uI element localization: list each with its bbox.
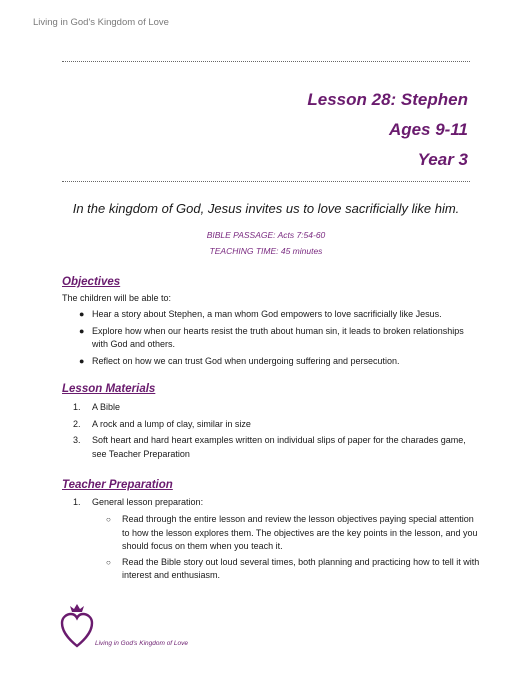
list-item: ● Explore how when our hearts resist the truth about human sin, it leads to broken relationships with God and others. (79, 325, 464, 349)
materials-list (62, 401, 482, 464)
lesson-title: Lesson 28: Stephen (307, 90, 468, 109)
materials-heading: Lesson Materials (62, 383, 156, 395)
list-item: 1. A Bible (73, 402, 121, 412)
footer-text: Living in God's Kingdom of Love (95, 640, 189, 647)
preparation-sublist (62, 513, 482, 585)
preparation-heading: Teacher Preparation (62, 479, 173, 491)
page-header: Living in God's Kingdom of Love (33, 17, 169, 28)
list-item: ● Hear a story about Stephen, a man whom God empowers to love sacrificially like Jesus. (62, 308, 482, 322)
preparation-list (62, 496, 482, 513)
title-divider (62, 181, 470, 182)
objectives-intro: The children will be able to: (62, 293, 172, 303)
bullet-icon: ● (79, 325, 85, 336)
circle-bullet-icon: ○ (106, 515, 111, 524)
list-item: ● Reflect on how we can trust God when undergoing suffering and persecution. (62, 355, 482, 369)
top-divider (62, 61, 470, 62)
heart-crown-logo-icon (60, 600, 94, 650)
bullet-icon: ● (79, 309, 85, 319)
list-item: 2. A rock and a lump of clay, similar in size (73, 418, 251, 429)
lesson-year: Year 3 (417, 150, 468, 169)
bullet-icon: ● (79, 355, 85, 366)
list-item: ○ Read the Bible story out loud several times, both planning and practicing how to tell it with interest and enthusiasm. (106, 556, 480, 580)
lesson-theme: In the kingdom of God, Jesus invites us to love sacrificially like him. (72, 201, 460, 216)
objectives-list (62, 308, 482, 371)
bible-passage: BIBLE PASSAGE: Acts 7:54-60 (206, 230, 326, 240)
lesson-ages: Ages 9-11 (388, 120, 468, 139)
teaching-time: TEACHING TIME: 45 minutes (209, 246, 323, 256)
list-item: ○ Read through the entire lesson and review the lesson objectives paying special attention to how the lesson explores them. The objectives are the key points in the lesson, and you should focus on them when you teach it. (106, 514, 478, 551)
list-item: 3. Soft heart and hard heart examples written on individual slips of paper for the charades game, see Teacher Preparation (73, 435, 466, 459)
objectives-heading: Objectives (62, 276, 121, 288)
circle-bullet-icon: ○ (106, 557, 111, 567)
list-item: 1. General lesson preparation: (73, 497, 204, 507)
